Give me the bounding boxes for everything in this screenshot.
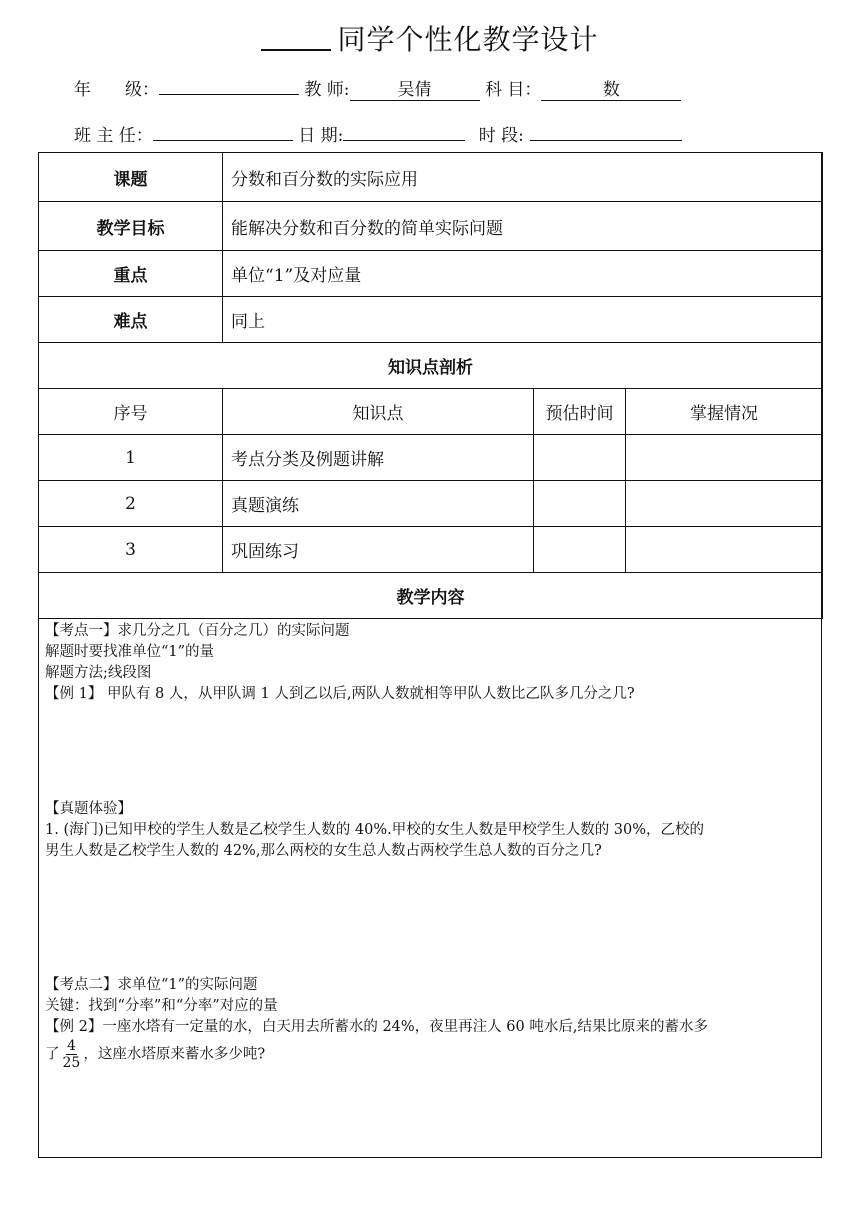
exam-question-1-line2: 男生人数是乙校学生人数的 42%,那么两校的女生总人数占两校学生总人数的百分之几?: [45, 843, 602, 859]
lesson-sheet: [38, 152, 822, 1158]
knowledge-section-title: 知识点剖析: [39, 343, 823, 389]
row-mastery: [626, 481, 823, 527]
exam-title: 【真题体验】: [45, 801, 132, 817]
subject-label: 科 目：: [484, 80, 542, 100]
topic-value: 分数和百分数的实际应用: [223, 153, 823, 202]
example2-prefix: 了: [45, 1046, 60, 1063]
info-row-1: [74, 74, 681, 101]
example1: 【例 1】 甲队有 8 人，从甲队调 1 人到乙以后,两队人数就相等甲队人数比乙队多几分之几?: [45, 686, 635, 702]
period-label: 时 段:: [478, 126, 524, 146]
column-header-point: 知识点: [223, 389, 534, 435]
example2-suffix: ，这座水塔原来蓄水多少吨?: [83, 1046, 266, 1063]
point1-line2: 解题方法;线段图: [45, 665, 152, 681]
table-row: [39, 435, 823, 481]
row-point: 考点分类及例题讲解: [223, 435, 534, 481]
row-point: 真题演练: [223, 481, 534, 527]
row-time: [534, 527, 626, 573]
info-row-2: [74, 120, 682, 146]
teacher-label: 教 师:: [304, 80, 350, 100]
fraction: [63, 1038, 81, 1071]
page-title: [0, 18, 860, 58]
period-field: [530, 120, 682, 141]
homeroom-label: 班 主 任：: [74, 126, 153, 146]
row-point: 巩固练习: [223, 527, 534, 573]
row-no: 3: [39, 527, 223, 573]
knowledge-header-row: [39, 343, 823, 389]
content-header-row: [39, 573, 823, 619]
title-text: 同学个性化教学设计: [337, 23, 599, 56]
point1-line1: 解题时要找准单位“1”的量: [45, 644, 215, 660]
homeroom-field: [153, 120, 293, 141]
fraction-numerator: 4: [66, 1038, 76, 1054]
row-time: [534, 481, 626, 527]
row-no: 2: [39, 481, 223, 527]
table-row: [39, 527, 823, 573]
topic-label: 课题: [39, 153, 223, 202]
fraction-denominator: 25: [62, 1055, 81, 1071]
date-field: [343, 120, 465, 141]
subject-field: 数: [541, 80, 681, 101]
difficulty-value: 同上: [223, 297, 823, 343]
difficulty-label: 难点: [39, 297, 223, 343]
example2-line2: [45, 1038, 817, 1071]
point1-title: 【考点一】求几分之几（百分之几）的实际问题: [45, 623, 350, 639]
name-blank: [261, 27, 331, 51]
date-label: 日 期:: [298, 126, 344, 146]
row-mastery: [626, 435, 823, 481]
answer-space-1: [45, 705, 817, 799]
goal-row: [39, 202, 823, 251]
column-header-mastery: 掌握情况: [626, 389, 823, 435]
column-header-time: 预估时间: [534, 389, 626, 435]
point2-key: 关键：找到“分率”和“分率”对应的量: [45, 998, 278, 1014]
exam-question-1-line1: 1. (海门)已知甲校的学生人数是乙校学生人数的 40%.甲校的女生人数是甲校学生人数的 30%，乙校的: [45, 822, 705, 838]
point2-title: 【考点二】求单位“1”的实际问题: [45, 977, 258, 993]
table-row: [39, 481, 823, 527]
teaching-content: [45, 621, 817, 1071]
row-time: [534, 435, 626, 481]
topic-row: [39, 153, 823, 202]
difficulty-row: [39, 297, 823, 343]
row-mastery: [626, 527, 823, 573]
goal-label: 教学目标: [39, 202, 223, 251]
content-section-title: 教学内容: [39, 573, 823, 619]
column-header-no: 序号: [39, 389, 223, 435]
goal-value: 能解决分数和百分数的简单实际问题: [223, 202, 823, 251]
grade-field: [159, 74, 299, 95]
key-value: 单位“1”及对应量: [223, 251, 823, 297]
grade-label: 年 级：: [74, 80, 159, 100]
example2-line1: 【例 2】一座水塔有一定量的水，白天用去所蓄水的 24%，夜里再注人 60 吨水后,结果比原来的蓄水多: [45, 1019, 708, 1035]
teacher-field: 吴倩: [350, 80, 480, 101]
knowledge-columns-row: [39, 389, 823, 435]
key-row: [39, 251, 823, 297]
key-label: 重点: [39, 251, 223, 297]
row-no: 1: [39, 435, 223, 481]
lesson-table: [38, 152, 823, 619]
answer-space-2: [45, 862, 817, 975]
